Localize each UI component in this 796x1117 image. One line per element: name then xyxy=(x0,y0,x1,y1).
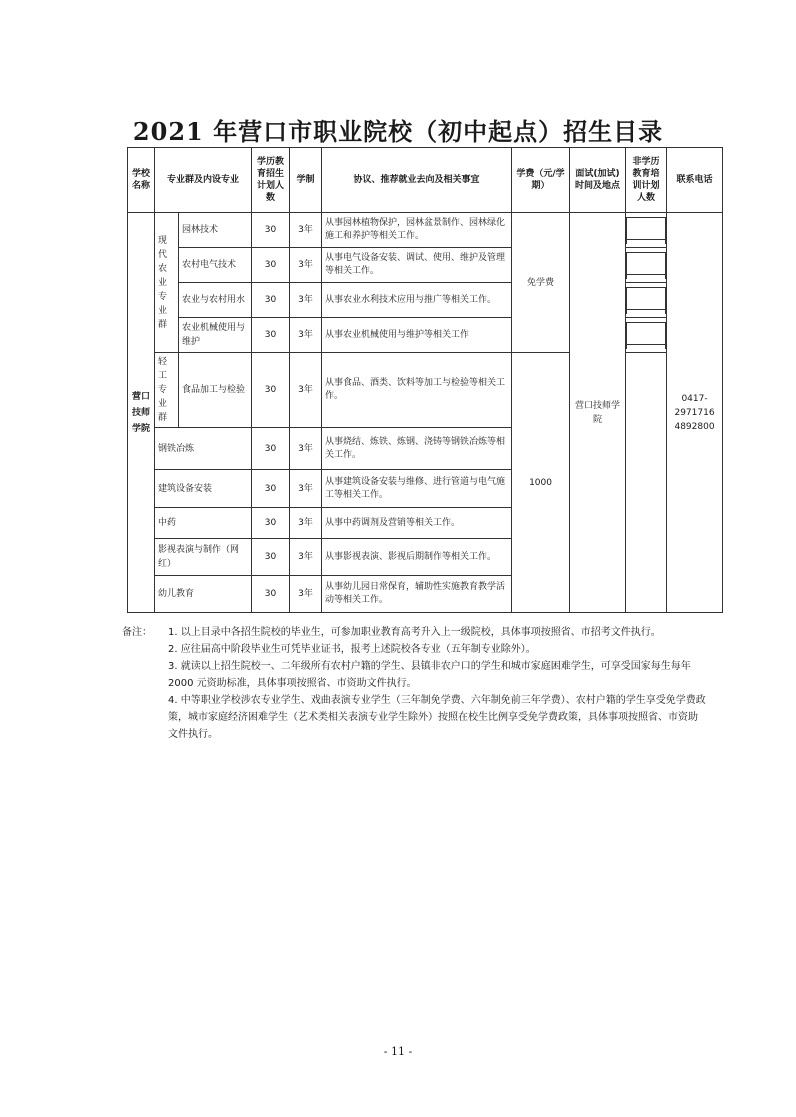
header-years: 学制 xyxy=(290,148,322,213)
job-description: 从事食品、酒类、饮料等加工与检验等相关工作。 xyxy=(322,353,512,428)
major-name: 食品加工与检验 xyxy=(179,353,252,428)
job-description: 从事农业水利技术应用与推广等相关工作。 xyxy=(322,283,512,318)
header-school: 学校名称 xyxy=(128,148,155,213)
plan-count: 30 xyxy=(252,576,290,613)
table-row xyxy=(128,213,723,248)
years: 3年 xyxy=(290,248,322,283)
nondegree-cell xyxy=(626,248,667,283)
job-description: 从事烧结、炼铁、炼钢、浇铸等钢铁冶炼等相关工作。 xyxy=(322,428,512,470)
plan-count: 30 xyxy=(252,283,290,318)
page-title: 2021 年营口市职业院校（初中起点）招生目录 xyxy=(132,117,664,146)
job-description: 从事影视表演、影视后期制作等相关工作。 xyxy=(322,539,512,576)
plan-count: 30 xyxy=(252,353,290,428)
plan-count: 30 xyxy=(252,428,290,470)
major-name: 农业机械使用与维护 xyxy=(179,318,252,353)
years: 3年 xyxy=(290,428,322,470)
years: 3年 xyxy=(290,283,322,318)
years: 3年 xyxy=(290,318,322,353)
years: 3年 xyxy=(290,353,322,428)
header-major: 专业群及内设专业 xyxy=(155,148,252,213)
years: 3年 xyxy=(290,508,322,539)
plan-count: 30 xyxy=(252,213,290,248)
job-description: 从事建筑设备安装与维修、进行管道与电气施工等相关工作。 xyxy=(322,470,512,508)
major-name: 农村电气技术 xyxy=(179,248,252,283)
header-fee: 学费（元/学期） xyxy=(512,148,570,213)
nondegree-cell xyxy=(626,283,667,318)
major-name: 农业与农村用水 xyxy=(179,283,252,318)
nondegree-cell xyxy=(626,318,667,353)
job-description: 从事电气设备安装、调试、使用、维护及管理等相关工作。 xyxy=(322,248,512,283)
plan-count: 30 xyxy=(252,539,290,576)
table-row xyxy=(128,353,723,428)
table-row xyxy=(128,248,723,283)
major-name: 幼儿教育 xyxy=(155,576,252,613)
phone: 0417-2971716 4892800 xyxy=(667,213,723,613)
header-desc: 协议、推荐就业去向及相关事宜 xyxy=(322,148,512,213)
plan-count: 30 xyxy=(252,248,290,283)
notes-label: 备注： xyxy=(122,627,152,638)
enrollment-catalog-table xyxy=(127,147,723,613)
school-name: 营口技师学院 xyxy=(128,213,155,613)
job-description: 从事中药调剂及营销等相关工作。 xyxy=(322,508,512,539)
job-description: 从事幼儿园日常保育，辅助性实施教育教学活动等相关工作。 xyxy=(322,576,512,613)
job-description: 从事农业机械使用与维护等相关工作 xyxy=(322,318,512,353)
major-name: 建筑设备安装 xyxy=(155,470,252,508)
major-name: 园林技术 xyxy=(179,213,252,248)
table-row xyxy=(128,283,723,318)
note-item: 4. 中等职业学校涉农专业学生、戏曲表演专业学生（三年制免学费、六年制免前三年学费）、农村户籍的学生享受免学费政策，城市家庭经济困难学生（艺术类相关表演专业学生除外）按照在校生比例享受免学费政策，具体事项按照省、市资助文件执行。 xyxy=(168,695,706,740)
years: 3年 xyxy=(290,470,322,508)
plan-count: 30 xyxy=(252,508,290,539)
table-row xyxy=(128,318,723,353)
header-exam: 面试(加试)时间及地点 xyxy=(570,148,626,213)
group-name: 现代农业专业群 xyxy=(155,213,179,353)
job-description: 从事园林植物保护，园林盆景制作、园林绿化施工和养护等相关工作。 xyxy=(322,213,512,248)
nondegree-cell xyxy=(626,213,667,248)
table-header-row xyxy=(128,148,723,213)
plan-count: 30 xyxy=(252,470,290,508)
years: 3年 xyxy=(290,576,322,613)
major-name: 影视表演与制作（网红） xyxy=(155,539,252,576)
exam-place: 营口技师学院 xyxy=(570,213,626,613)
major-name: 中药 xyxy=(155,508,252,539)
notes-section xyxy=(122,624,707,743)
header-plan: 学历教育招生计划人数 xyxy=(252,148,290,213)
header-phone: 联系电话 xyxy=(667,148,723,213)
years: 3年 xyxy=(290,213,322,248)
page-number: - 11 - xyxy=(383,1045,413,1058)
fee-free: 免学费 xyxy=(512,213,570,353)
fee-amount: 1000 xyxy=(512,353,570,613)
note-item: 3. 就读以上招生院校一、二年级所有农村户籍的学生、县镇非农户口的学生和城市家庭困难学生，可享受国家每生每年 2000 元资助标准，具体事项按照省、市资助文件执行。 xyxy=(168,661,691,689)
plan-count: 30 xyxy=(252,318,290,353)
note-item: 1. 以上目录中各招生院校的毕业生，可参加职业教育高考升入上一级院校，具体事项按照省、市招考文件执行。 xyxy=(168,627,661,638)
nondegree-cell xyxy=(626,353,667,613)
note-item: 2. 应往届高中阶段毕业生可凭毕业证书，报考上述院校各专业（五年制专业除外）。 xyxy=(168,644,536,655)
major-name: 钢铁冶炼 xyxy=(155,428,252,470)
header-nondegree: 非学历教育培训计划人数 xyxy=(626,148,667,213)
years: 3年 xyxy=(290,539,322,576)
group-name: 轻工专业群 xyxy=(155,353,179,428)
